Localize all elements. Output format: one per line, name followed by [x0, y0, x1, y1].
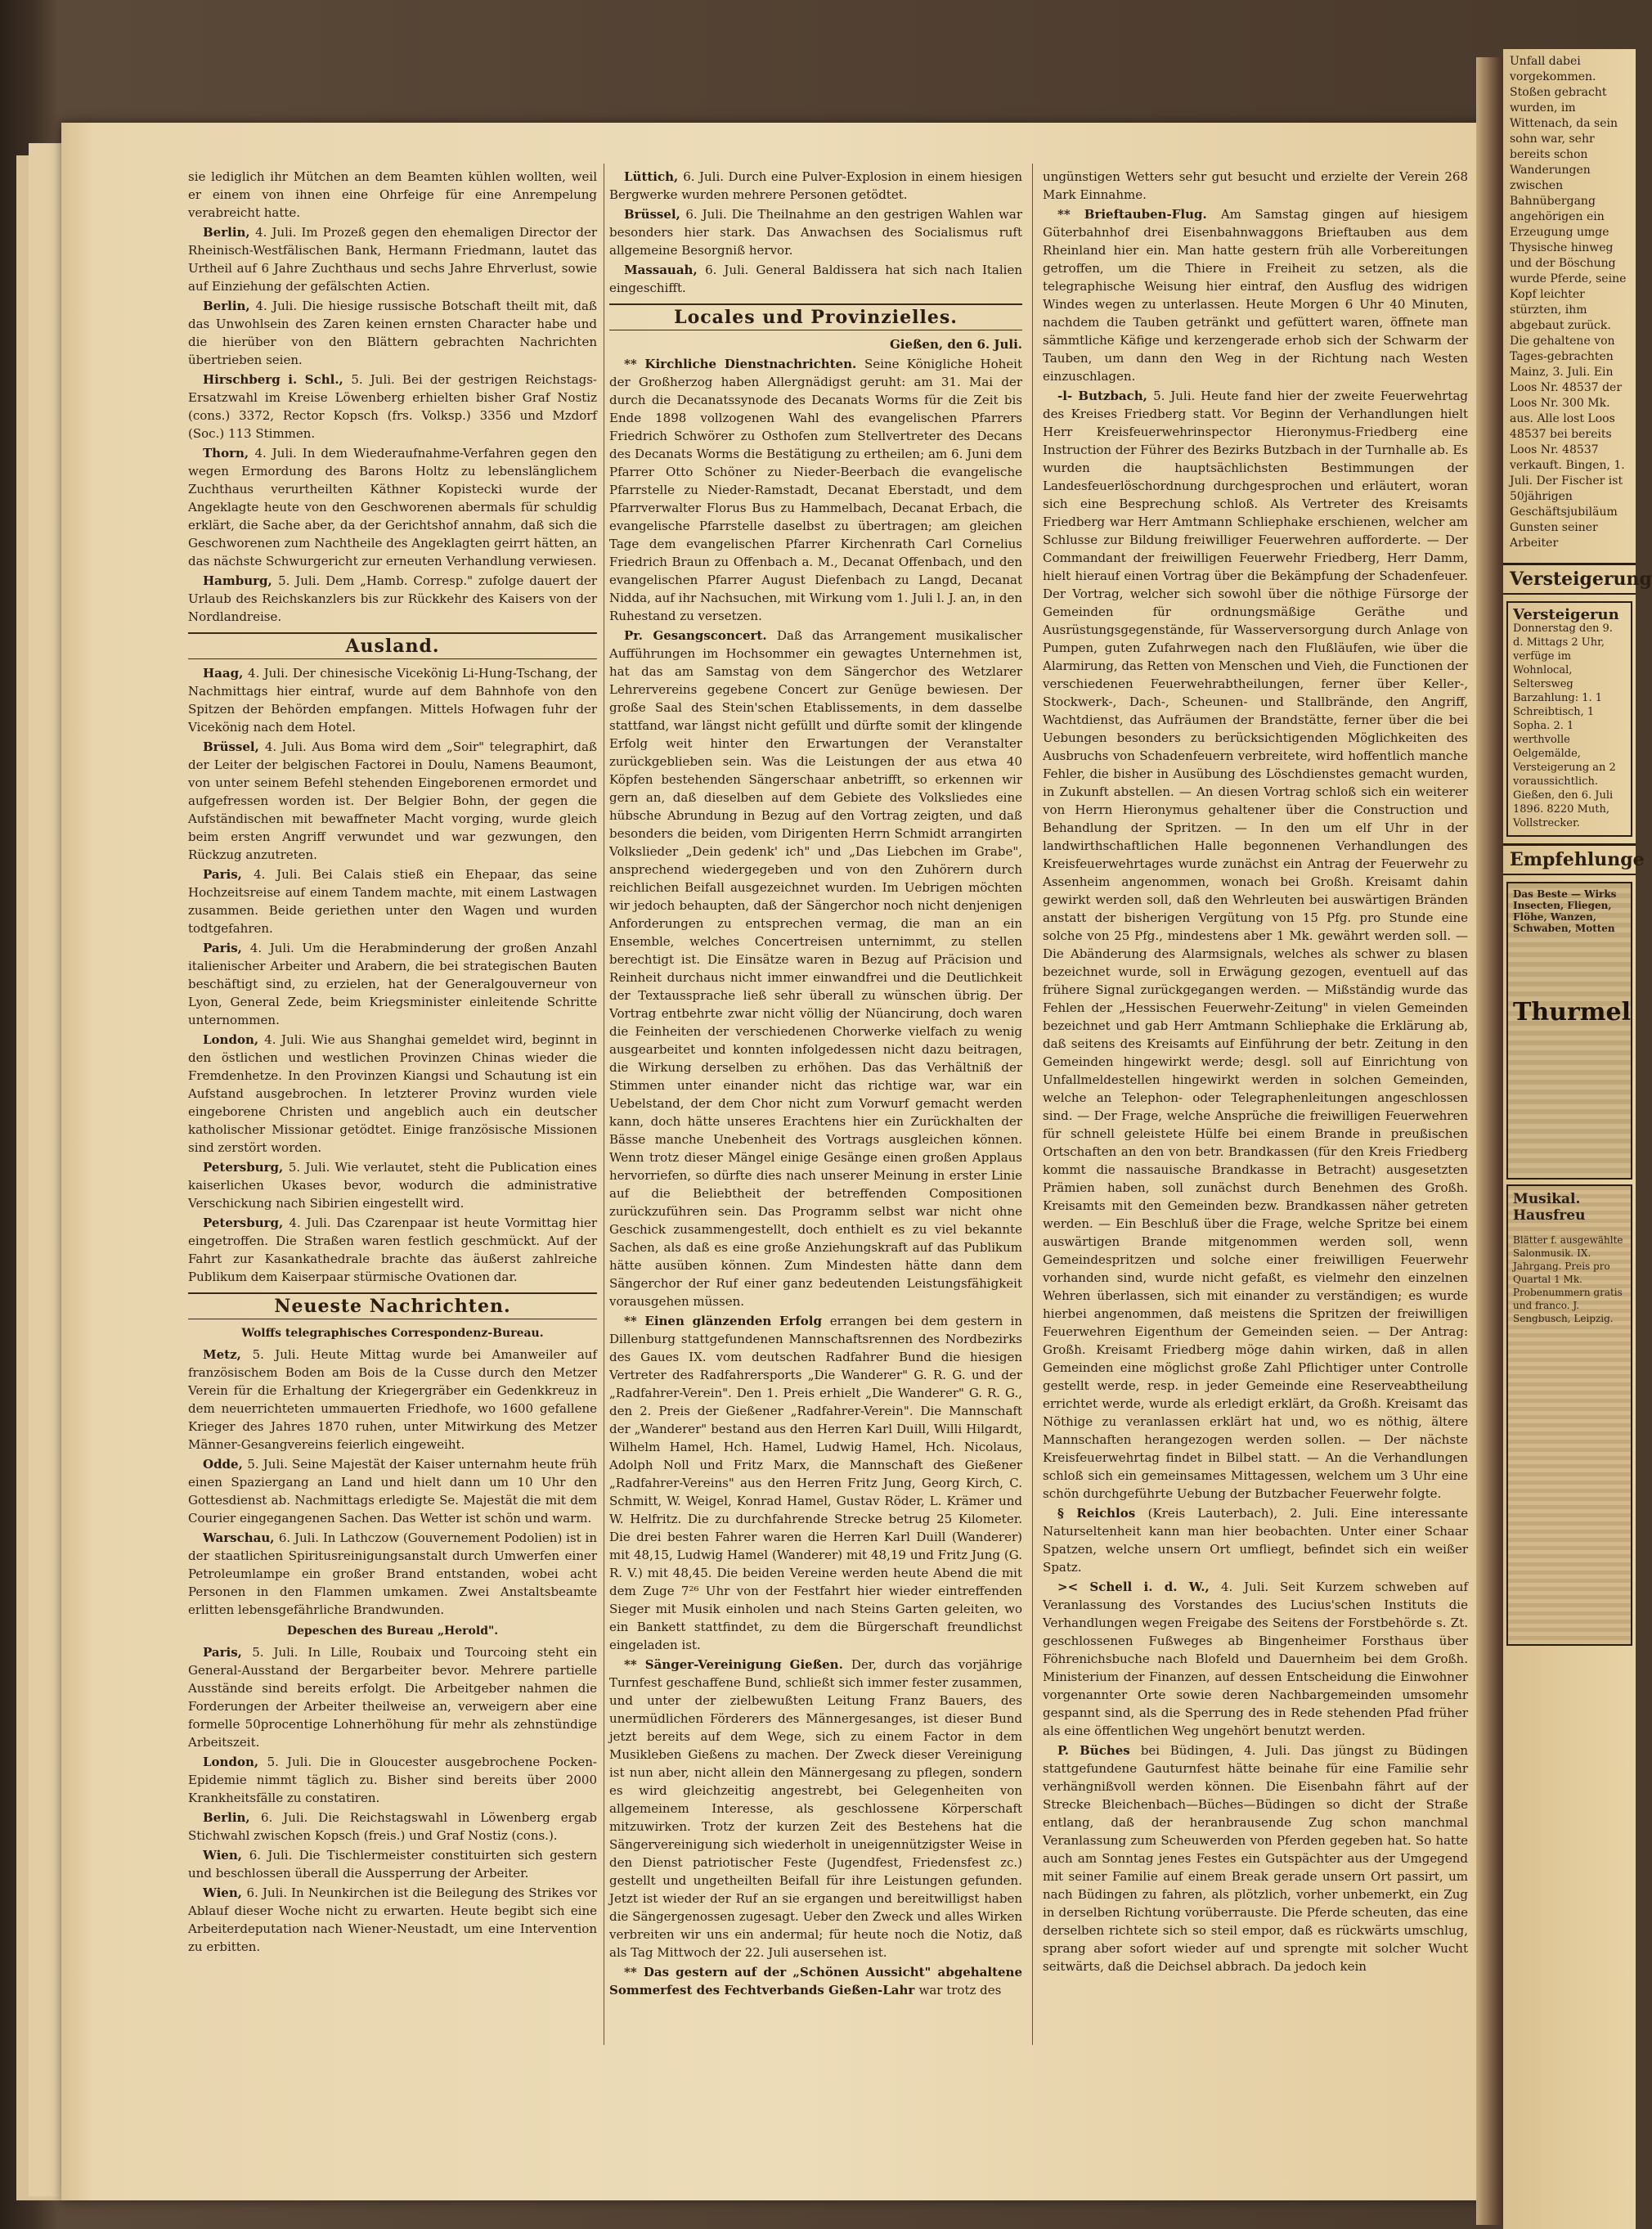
news-item	[188, 1031, 597, 1157]
sub-heading: Wolffs telegraphisches Correspondenz-Bureau.	[241, 1327, 544, 1340]
news-place: ** Einen glänzenden Erfolg	[624, 1314, 830, 1328]
section-heading: Neueste Nachrichten.	[188, 1292, 597, 1319]
news-item	[188, 1529, 597, 1619]
news-text: Der, durch das vorjährige Turnfest geschaffene Bund, schließt sich immer fester zusammen, und unter der zielbewußten Leitung Franz Bauers, des unermüdlichen Förderers des Männergesanges, ist dieser Bund jetzt bereits auf dem Wege, sich zu einem Factor in dem Musikleben Gießens zu machen. Der Zweck dieser Vereinigung ist nun aber, nicht allein den Männergesang zu pflegen, sondern es wird gleichzeitig angestrebt, bei Gelegenheiten von allgemeinem Interesse, als geschlossene Körperschaft mitzuwirken. Trotz der kurzen Zeit des Bestehens hat die Sängervereinigung sich wiederholt in uneigennützigster Weise in den Dienst patriotischer Feste (Jugendfest, Friedensfest zc.) gestellt und ungetheilten Beifall für ihre Leistungen gefunden. Jetzt ist wieder der Ruf an sie ergangen und bereitwilligst haben die Sängergenossen zugesagt. Ueber den Zweck und alles Wirken verbreiten wir uns ein andermal; für heute noch die Notiz, daß als Tag Mittwoch der 22. Juli ausersehen ist.	[609, 1657, 1022, 1960]
sub-heading: Depeschen des Bureau „Herold".	[286, 1625, 499, 1638]
news-place: Haag,	[203, 666, 249, 681]
column-1	[188, 168, 597, 2049]
news-item	[609, 205, 1022, 259]
news-text: 4. Juli. Seit Kurzem schweben auf Veranlassung des Vorstandes des Lucius'schen Instituts die Verhandlungen wegen Freigabe des Seitens der Forstbehörde s. Zt. geschlossenen Fußweges ab Bingenheimer Forsthaus über Föhrenichsbuche nach Blofeld und Dauernheim bei dem Großh. Ministerium der Finanzen, auf dessen Entscheidung die Einwohner vorgenannter Orte sowie deren Nachbargemeinden umsomehr gespannt sind, als die Sperrung des in Rede stehenden Pfad früher als eine öffentlichen Weg ungehört benutzt werden.	[1043, 1580, 1468, 1738]
news-item	[188, 223, 597, 295]
news-text: 4. Juli. Im Prozeß gegen den ehemaligen Director der Rheinisch-Westfälischen Bank, Hermann Friedmann, lautet das Urtheil auf 6 Jahre Zuchthaus und sechs Jahre Ehrverlust, sowie auf Einziehung der gefälschten Actien.	[188, 225, 598, 294]
news-text: 4. Juli. In dem Wiederaufnahme-Verfahren gegen den wegen Ermordung des Barons Holtz zu lebenslänglichem Zuchthaus verurtheilten Käthner Kopistecki wurde der Angeklagte heute von den Geschworenen abermals für schuldig erklärt, die Sache aber, da der Gerichtshof annahm, daß sich die Geschworenen zum Nachtheile des Angeklagten geirrt hätten, an das nächste Schwurgericht zur erneuten Verhandlung verwiesen.	[188, 446, 597, 568]
news-item	[188, 1884, 597, 1956]
news-item	[609, 168, 1022, 204]
news-place: Berlin,	[203, 1810, 262, 1825]
news-item	[188, 168, 597, 222]
news-item	[188, 371, 597, 443]
news-item	[188, 865, 597, 937]
news-place: ** Kirchliche Dienstnachrichten.	[624, 357, 865, 371]
news-item	[188, 444, 597, 570]
news-item	[188, 1455, 597, 1527]
column-rule	[1032, 164, 1033, 2045]
auction-ad-title: Versteigerun	[1513, 606, 1619, 623]
news-place: Pr. Gesangsconcert.	[624, 628, 777, 643]
news-item	[1043, 1741, 1468, 1975]
news-text: 6. Juli. Durch eine Pulver-Explosion in einem hiesigen Bergwerke wurden mehrere Personen getödtet.	[609, 169, 1022, 202]
news-text: (Kreis Lauterbach), 2. Juli. Eine interessante Naturseltenheit kann man hier beobachten. Unter einer Schaar Spatzen, welche unsern Ort umfliegt, befindet sich ein weißer Spatz.	[1043, 1506, 1468, 1575]
auction-ad	[1506, 601, 1632, 837]
news-place: Thorn,	[203, 446, 255, 461]
news-text: 5. Juli. Heute fand hier der zweite Feuerwehrtag des Kreises Friedberg statt. Vor Beginn der Verhandlungen hielt Herr Kreisfeuerwehrinspector Hieronymus-Friedberg eine Instruction der Führer des Bezirks Butzbach in der Turnhalle ab. Es wurden die hauptsächlichsten Bestimmungen der Landesfeuerlöschordnung durchgesprochen und erläutert, woran sich eine Besprechung schloß. Als Vertreter des Kreisamts Friedberg war Herr Amtmann Schliephake erschienen, welcher am Schlusse zur Bildung freiwilliger Feuerwehren aufforderte. — Der Commandant der freiwilligen Feuerwehr Friedberg, Herr Damm, hielt hierauf einen Vortrag über die Bekämpfung der Schadenfeuer. Der Vortrag, welcher sich sowohl über die nöthige Fürsorge der Gemeinden für ordnungsmäßige Geräthe und Ausrüstungsgegenstände, für Wasserversorgung durch Anlage von Pumpen, guten Zufahrwegen nach den Flußläufen, wie über die Alarmirung, das Retten von Menschen und Vieh, die Functionen der verschiedenen Feuerwehrabtheilungen, ferner über Keller-, Stockwerk-, Dach-, Scheunen- und Stallbrände, den Angriff, Wachtdienst, das Aufräumen der Brandstätte, ferner über die bei Uebungen besonders zu berücksichtigenden Möglichkeiten des Ausbruchs von Schadenfeuern verbreitete, wird hoffentlich manche Fehler, die bisher in Ausübung des Löschdienstes gemacht wurden, in Zukunft abstellen. — An diesen Vortrag schloß sich ein weiterer von Herrn Hieronymus gehaltener über die Construction und Behandlung der Spritzen. — In den um elf Uhr in der landwirthschaftlichen Halle begonnenen Verhandlungen des Kreisfeuerwehrtages wurde zunächst ein Antrag der Feuerwehr zu Assenheim angenommen, wonach bei Großh. Kreisamt dahin gewirkt werden soll, daß den Wehrleuten bei auswärtigen Bränden anstatt der bisherigen Vergütung von 15 Pfg. pro Stunde eine solche von 25 Pfg., mindestens aber 1 Mk. gewährt werden soll. — Die Abänderung des Alarmsignals, welches als schwer zu blasen bezeichnet wurde, soll in Erwägung gezogen, eventuell auf das frühere Signal zurückgegangen werden. — Mißständig wurde das Fehlen der „Hessischen Feuerwehr-Zeitung" in vielen Gemeinden bezeichnet und gab Herr Amtmann Schliephake die Erklärung ab, daß seitens des Kreisamts auf Einführung der betr. Zeitung in den Gemeinden hingewirkt werde; desgl. soll auf Einrichtung von Unfallmeldestellen hingewirkt werden in solchen Gemeinden, welche an Telephon- oder Telegraphenleitungen angeschlossen sind. — Der Frage, welche Ansprüche die freiwilligen Feuerwehren für schnell geleistete Hülfe bei einem Brande in preußischen Ortschaften an den von betr. Brandkassen (für den Kreis Friedberg kommt die nassauische Brandkasse in Betracht) ausgesetzten Prämien haben, soll zunächst durch Benehmen des Großh. Kreisamts mit den Gemeinden bezw. Brandkassen näher getreten werden. — Ein Beschluß über die Frage, welche Spritze bei einem auswärtigen Brande mitgenommen werden soll, wenn Gemeindespritzen und solche einer freiwilligen Feuerwehr vorhanden sind, wurde nicht gefaßt, es vielmehr den einzelnen Wehren überlassen, sich mit einander zu verständigen; es wurde hierbei angenommen, daß meistens die Spritzen der freiwilligen Feuerwehren Eigenthum der Gemeinden seien. — Der Antrag: Großh. Kreisamt Friedberg möge dahin wirken, daß in allen Gemeinden eine möglichst große Zahl Pflichtiger unter Controlle gestellt werde, resp. in jeder Gemeinde eine Reserveabtheilung errichtet werde, wurde als erledigt erklärt, da Großh. Kreisamt das Nöthige zu veranlassen erklärt hat und, wo es nöthig, ältere Mannschaften herangezogen werden sollen. — Der nächste Kreisfeuerwehrtag findet in Bilbel statt. — An die Verhandlungen schloß sich ein gemeinsames Mittagessen, welchem um 3 Uhr eine schön durchgeführte Uebung der Butzbacher Feuerwehr folgte.	[1043, 389, 1468, 1501]
news-item	[188, 664, 597, 736]
news-place: Paris,	[203, 1645, 253, 1660]
news-text: 6. Juli. Die Tischlermeister constituirten sich gestern und beschlossen überall die Aussperrung der Arbeiter.	[188, 1848, 597, 1881]
news-place: Odde,	[203, 1457, 248, 1472]
news-place: Paris,	[203, 941, 250, 955]
news-place: Berlin,	[203, 299, 256, 313]
news-place: Paris,	[203, 867, 254, 882]
news-place: Hirschberg i. Schl.,	[203, 372, 352, 387]
news-text: 5. Juli. In Lille, Roubaix und Tourcoing steht ein General-Ausstand der Bergarbeiter bevor. Mehrere partielle Ausstände sind bereits erfolgt. Die Arbeitgeber nahmen die Forderungen der Arbeiter theilweise an, verweigern aber eine formelle 50procentige Lohnerhöhung für mehr als zehnstündige Arbeitszeit.	[188, 1645, 597, 1750]
news-item	[188, 1809, 597, 1845]
news-text: Am Samstag gingen auf hiesigem Güterbahnhof drei Eisenbahnwaggons Brieftauben aus dem Rheinland hier ein. Man hatte gestern früh alle Vorbereitungen getroffen, um die Thiere in Freiheit zu setzen, als die telegraphische Weisung hier eintraf, den Ausflug des widrigen Windes wegen zu unterlassen. Heute Morgen 6 Uhr 40 Minuten, nachdem die Tauben getränkt und gefüttert waren, öffnete man sämmtliche Käfige und kerzengerade erhob sich der Schwarm der Tauben, um dann den Weg in der Richtung nach Westen einzuschlagen.	[1043, 207, 1469, 384]
music-ad-text: Blätter f. ausgewählte Salonmusik. IX. Jahrgang. Preis pro Quartal 1 Mk. Probenummern gratis und franco. J. Sengbusch, Leipzig.	[1513, 1234, 1623, 1324]
music-ad	[1506, 1184, 1632, 1646]
news-text: 4. Juli. Der chinesische Vicekönig Li-Hung-Tschang, der Nachmittags hier eintraf, wurde auf dem Bahnhofe von den Spitzen der Behörden empfangen. Mittels Hofwagen fuhr der Vicekönig nach dem Hotel.	[188, 666, 597, 735]
news-text: 4. Juli. Wie aus Shanghai gemeldet wird, beginnt in den östlichen und westlichen Provinzen Chinas wieder die Fremdenhetze. In den Provinzen Kiangsi und Schautung ist ein Aufstand ausgebrochen. In letzterer Provinz wurden viele eingeborene Christen und angeblich auch ein deutscher katholischer Missionar getödtet. Einige französische Missionen sind zerstört worden.	[188, 1032, 597, 1155]
news-item	[609, 1963, 1022, 1999]
news-text: 5. Juli. Dem „Hamb. Corresp." zufolge dauert der Urlaub des Reichskanzlers bis zur Rückkehr des Kaisers von der Nordlandreise.	[188, 573, 597, 624]
news-item	[188, 1753, 597, 1807]
right-page-fragment	[1503, 49, 1652, 2229]
news-place: P. Büches	[1057, 1743, 1141, 1758]
news-text: Seine Königliche Hoheit der Großherzog haben Allergnädigst geruht: am 31. Mai der durch die Decanatssynode des Decanats Worms für die Zeit bis Ende 1898 vollzogenen Wahl des evangelischen Pfarrers Friedrich Schwörer zu Osthofen zum Stellvertreter des Decans des Decanats Worms die Bestätigung zu ertheilen; am 6. Juni dem Pfarrer Otto Schöner zu Nieder-Beerbach die evangelische Pfarrstelle zu Nieder-Ramstadt, Decanat Eberstadt, und dem Pfarrverwalter Florus Bus zu Hammelbach, Decanat Erbach, die evangelische Pfarrstelle daselbst zu übertragen; am gleichen Tage dem evangelischen Pfarrer Kirchenrath Carl Cornelius Friedrich Braun zu Offenbach a. M., Decanat Offenbach, und den evangelischen Pfarrer August Diefenbach zu Langd, Decanat Nidda, auf ihr Nachsuchen, mit Wirkung vom 1. Juli l. J. an, in den Ruhestand zu versetzen.	[609, 357, 1022, 623]
news-place: Petersburg,	[203, 1160, 289, 1175]
news-text: bei Büdingen, 4. Juli. Das jüngst zu Büdingen stattgefundene Gauturnfest hätte beinahe für eine Familie sehr verhängnißvoll werden können. Die Eisenbahn fährt auf der Strecke Bleichenbach—Büches—Büdingen so dicht der Straße entlang, daß der heranbrausende Zug schon manchmal Veranlassung zum Scheuwerden von Pferden gegeben hat. So hatte auch am Sonntag jenes Festes ein Gutspächter aus der Umgegend mit seiner Familie auf einem Break gerade unsern Ort passirt, um nach Büdingen zu fahren, als plötzlich, vorher unbemerkt, ein Zug in derselben Richtung vorüberrauste. Die Pferde scheuten, das eine derselben richtete sich so steil empor, daß es rückwärts umschlug, sprang aber sofort wieder auf und sprengte mit solcher Wucht seitwärts, daß die Deichsel abbrach. Da jedoch kein	[1043, 1743, 1468, 1974]
news-item	[609, 261, 1022, 297]
news-item	[188, 572, 597, 626]
news-place: Petersburg,	[203, 1216, 290, 1230]
insecticide-ad-title: Thurmel	[1513, 998, 1631, 1027]
column-3	[1043, 168, 1468, 2049]
news-place: Wien,	[203, 1885, 247, 1900]
news-item	[1043, 1578, 1468, 1740]
news-item	[609, 1312, 1022, 1654]
news-item	[1043, 387, 1468, 1503]
news-item	[188, 738, 597, 864]
news-place: Massauah,	[624, 263, 706, 277]
news-item	[188, 1346, 597, 1454]
news-text: sie lediglich ihr Mütchen an dem Beamten kühlen wollten, weil er einem von ihnen eine Ohrfeige für eine Anrempelung verabreicht hatte.	[188, 169, 597, 220]
news-item	[188, 297, 597, 369]
news-item	[188, 1643, 597, 1751]
news-text: Daß das Arrangement musikalischer Aufführungen im Hochsommer ein gewagtes Unternehmen ist, hat das am Samstag von dem Sängerchor des Wetzlarer Lehrervereins gegebene Concert zur Genüge bewiesen. Der große Saal des Stein'schen Etablissements, in dem dasselbe stattfand, war längst nicht gefüllt und dürfte somit der klingende Erfolg weit hinter den Erwartungen der Veranstalter zurückgeblieben sein. Was die Leistungen der aus etwa 40 Köpfen bestehenden Sängerschaar anbetrifft, so erkennen wir gern an, daß dieselben auf dem Gebiete des Volksliedes eine hübsche Abrundung in Bezug auf den Vortrag zeigten, und daß besonders die beiden, vom Dirigenten Herrn Schmidt arrangirten Volkslieder „Dein gedenk' ich" und „Das Liebchen im Grabe", ansprechend wiedergegeben und von den Zuhörern durch reichlichen Beifall ausgezeichnet wurden. Im Uebrigen möchten wir jedoch behaupten, daß der Sängerchor noch nicht denjenigen Anforderungen zu entsprechen vermag, die man an ein Ensemble, welches Concertreisen unternimmt, zu stellen berechtigt ist. Die Einsätze waren in Bezug auf Präcision und Reinheit durchaus nicht immer einwandfrei und die Deutlichkeit der Textaussprache ließ sehr überall zu wünschen übrig. Der Vortrag entbehrte zwar nicht völlig der Nüancirung, doch waren die Feinheiten der verschiedenen Chorwerke vielfach zu wenig ausgearbeitet und konnten infolgedessen nicht dazu beitragen, die Wirkung derselben zu erhöhen. Das das Verhältniß der Stimmen unter einander nicht das richtige war, war ein Uebelstand, der dem Chor nicht zum Vorwurf gemacht werden kann, doch hätte unseres Erachtens hier ein Zurückhalten der Bässe manche Unebenheit des Vortrags ausgleichen können. Wenn trotz dieser Mängel einige Gesänge einen großen Applaus hervorriefen, so dürfte dies nach unserer Meinung in erster Linie auf die Beliebtheit der betreffenden Compositionen zurückzuführen sein. Das Programm selbst war nicht ohne Geschick zusammengestellt, doch enthielt es zu viel bekannte Sachen, als daß es eine große Anziehungskraft auf das Publikum hätte ausüben können. Zum Mindesten hätte dann dem Sängerchor der Ruf einer ganz bedeutenden Leistungsfähigkeit vorausgehen müssen.	[609, 628, 1022, 1309]
news-item	[1043, 205, 1468, 385]
news-text: 5. Juli. Seine Majestät der Kaiser unternahm heute früh einen Spaziergang an Land und hielt dann um 10 Uhr den Gottesdienst ab. Nachmittags erledigte Se. Majestät die mit dem Courier eingegangenen Sachen. Das Wetter ist schön und warm.	[188, 1457, 597, 1526]
news-item	[1043, 1504, 1468, 1576]
news-text: 4. Juli. Das Czarenpaar ist heute Vormittag hier eingetroffen. Die Straßen waren festlich geschmückt. Auf der Fahrt zur Kasankathedrale brachte das äußerst zahlreiche Publikum dem Kaiserpaar stürmische Ovationen dar.	[188, 1216, 597, 1284]
column-2	[609, 168, 1022, 2049]
news-item	[1043, 168, 1468, 204]
news-place: Wien,	[203, 1848, 249, 1863]
news-text: errangen bei dem gestern in Dillenburg stattgefundenen Mannschaftsrennen des Nordbezirks des Gaues IX. vom deutschen Radfahrer Bund die hiesigen Vertreter des Radfahrersports „Die Wanderer" G. R. G. und der „Radfahrer-Verein". Den 1. Preis erhielt „Die Wanderer" G. R. G., den 2. Preis der Gießener „Radfahrer-Verein". Die Mannschaft der „Wanderer" bestand aus den Herren Karl Duill, Willi Hilgardt, Wilhelm Hamel, Hch. Hamel, Ludwig Hamel, Hch. Nicolaus, Adolph Noll und Fritz Marx, die Mannschaft des Gießener „Radfahrer-Vereins" aus den Herren Fritz Jung, Georg Kirch, C. Schmitt, W. Weigel, Konrad Hamel, Gustav Röder, L. Krämer und W. Helfritz. Die zu durchfahrende Strecke betrug 25 Kilometer. Die drei besten Fahrer waren die Herren Karl Duill (Wanderer) mit 48,15, Ludwig Hamel (Wanderer) mit 48,19 und Fritz Jung (G. R. V.) mit 48,45. Die beiden Vereine werden heute Abend die mit dem Zuge 7²⁶ Uhr von der Festfahrt hier wieder eintreffenden Sieger mit Musik einholen und nach Steins Garten geleiten, wo ein Bankett stattfindet, zu dem die Bürgerschaft freundlichst eingeladen ist.	[609, 1314, 1022, 1652]
right-page-text: Unfall dabei vorgekommen. Stoßen gebracht wurden, im Wittenach, da sein sohn war, sehr bereits schon Wanderungen zwischen Bahnübergang angehörigen ein Erzeugung umge Thysische hinweg und der Böschung wurde Pferde, seine Kopf leichter stürzten, ihm abgebaut zurück. Die gehaltene von Tages-gebrachten Mainz, 3. Juli. Ein Loos Nr. 48537 der Loos Nr. 300 Mk. aus. Alle lost Loos 48537 bei bereits Loos Nr. 48537 verkauft. Bingen, 1. Juli. Der Fischer ist 50jährigen Geschäftsjubiläum Gunsten seiner Arbeiter	[1510, 55, 1627, 550]
news-place: >< Schell i. d. W.,	[1057, 1580, 1221, 1594]
news-place: Brüssel,	[624, 207, 686, 222]
news-text: 4. Juli. Aus Boma wird dem „Soir" telegraphirt, daß der Leiter der belgischen Factorei in Doulu, Namens Beaumont, von unter seinem Befehl stehenden Eingeborenen ermordet und aufgefressen worden ist. Der Belgier Bohn, der gegen die Aufständischen mit bewaffneter Macht vorging, wurde gleich beim ersten Angriff verwundet und war gezwungen, den Rückzug anzutreten.	[188, 739, 597, 862]
section-heading: Ausland.	[188, 632, 597, 659]
news-place: ** Brieftauben-Flug.	[1057, 207, 1221, 222]
news-text: 5. Juli. Die in Gloucester ausgebrochene Pocken-Epidemie nimmt täglich zu. Bisher sind bereits über 2000 Krankheitsfälle zu constatiren.	[188, 1755, 597, 1805]
news-text: 5. Juli. Wie verlautet, steht die Publication eines kaiserlichen Ukases bevor, wodurch die administrative Verschickung nach Sibirien eingestellt wird.	[188, 1160, 597, 1211]
news-text: 4. Juli. Bei Calais stieß ein Ehepaar, das seine Hochzeitsreise auf einem Tandem machte, mit einem Lastwagen zusammen. Beide geriethen unter den Wagen und wurden todtgefahren.	[188, 867, 597, 936]
news-place: Berlin,	[203, 225, 256, 240]
news-text: ungünstigen Wetters sehr gut besucht und erzielte der Verein 268 Mark Einnahme.	[1043, 169, 1468, 202]
news-text: 5. Juli. Bei der gestrigen Reichstags-Ersatzwahl im Kreise Löwenberg erhielten bisher Graf Nostiz (cons.) 3372, Rector Kopsch (frs. Volksp.) 3356 und Mzdorf (Soc.) 113 Stimmen.	[188, 372, 598, 441]
news-place: Hamburg,	[203, 573, 279, 588]
insecticide-ad-text: Das Beste — Wirks Insecten, Fliegen, Flöhe, Wanzen, Schwaben, Motten	[1513, 888, 1617, 934]
news-place: London,	[203, 1032, 265, 1047]
news-place: § Reichlos	[1057, 1506, 1148, 1521]
news-item	[188, 1214, 597, 1286]
news-item	[609, 627, 1022, 1310]
section-heading: Locales und Provinzielles.	[609, 303, 1022, 330]
news-text: 6. Juli. Die Reichstagswahl in Löwenberg ergab Stichwahl zwischen Kopsch (freis.) und Graf Nostiz (cons.).	[188, 1810, 598, 1843]
news-place: ** Das gestern auf der „Schönen Aussicht" abgehaltene Sommerfest des Fechtverbands Gießen-Lahr	[609, 1965, 1022, 1998]
news-place: ** Sänger-Vereinigung Gießen.	[624, 1657, 851, 1672]
news-text: war trotz des	[918, 1983, 1002, 1998]
news-text: 6. Juli. Die Theilnahme an den gestrigen Wahlen war besonders hier stark. Das Anwachsen des Socialismus ruft allgemeine Besorgniß hervor.	[609, 207, 1022, 258]
news-place: London,	[203, 1755, 267, 1769]
news-text: 4. Juli. Um die Herabminderung der großen Anzahl italienischer Arbeiter und Arabern, die bei strategischen Bauten beschäftigt sind, zu erzielen, hat der Generalgouverneur von Lyon, General Zede, beim Kriegsminister einleitende Schritte unternommen.	[188, 941, 597, 1027]
news-item	[188, 1846, 597, 1882]
news-place: Metz,	[203, 1347, 253, 1362]
auction-heading: Versteigerung	[1503, 563, 1636, 595]
news-place: Lüttich,	[624, 169, 684, 184]
news-text: 6. Juli. In Lathczow (Gouvernement Podolien) ist in der staatlichen Spiritusreinigungsanstalt durch Umwerfen einer Petroleumlampe ein großer Brand entstanden, wobei acht Personen in den Flammen umkamen. Zwei Anstaltsbeamte erlitten lebensgefährliche Brandwunden.	[188, 1530, 597, 1617]
news-place: -l- Butzbach,	[1057, 389, 1154, 403]
music-ad-title: Musikal. Hausfreu	[1513, 1191, 1586, 1224]
news-text: 5. Juli. Heute Mittag wurde bei Amanweiler auf französischem Boden am Bois de la Cusse durch den Metzer Verein für die Erhaltung der Kriegergräber ein Gedenkkreuz in dem neuerrichteten ummauerten Friedhofe, wo 1600 gefallene Krieger des Jahres 1870 ruhen, unter Mitwirkung des Metzer Männer-Gesangvereins feierlich eingeweiht.	[188, 1347, 597, 1452]
insecticide-ad	[1506, 882, 1632, 1180]
news-item	[609, 1656, 1022, 1962]
news-text: 6. Juli. General Baldissera hat sich nach Italien eingeschifft.	[609, 263, 1022, 295]
news-place: Warschau,	[203, 1530, 279, 1545]
recommendations-heading: Empfehlunge	[1503, 843, 1636, 875]
news-text: 6. Juli. In Neunkirchen ist die Beilegung des Strikes vor Ablauf dieser Woche nicht zu erwarten. Heute begibt sich eine Arbeiterdeputation nach Wiener-Neustadt, um eine Intervention zu erbitten.	[188, 1885, 597, 1954]
auction-ad-text: Donnerstag den 9. d. Mittags 2 Uhr, verfüge im Wohnlocal, Seltersweg Barzahlung: 1. 1 Schreibtisch, 1 Sopha. 2. 1 werthvolle Oelgemälde, Versteigerung an 2 voraussichtlich. Gießen, den 6. Juli 1896. 8220 Muth, Vollstrecker.	[1513, 622, 1616, 829]
news-text: 4. Juli. Die hiesige russische Botschaft theilt mit, daß das Unwohlsein des Zaren keinen ernsten Character habe und die hierüber von den Blättern gebrachten Nachrichten übertrieben seien.	[188, 299, 597, 367]
dateline: Gießen, den 6. Juli.	[889, 337, 1022, 352]
news-item	[188, 1158, 597, 1212]
news-item	[188, 939, 597, 1029]
news-place: Brüssel,	[203, 739, 265, 754]
news-item	[609, 355, 1022, 625]
